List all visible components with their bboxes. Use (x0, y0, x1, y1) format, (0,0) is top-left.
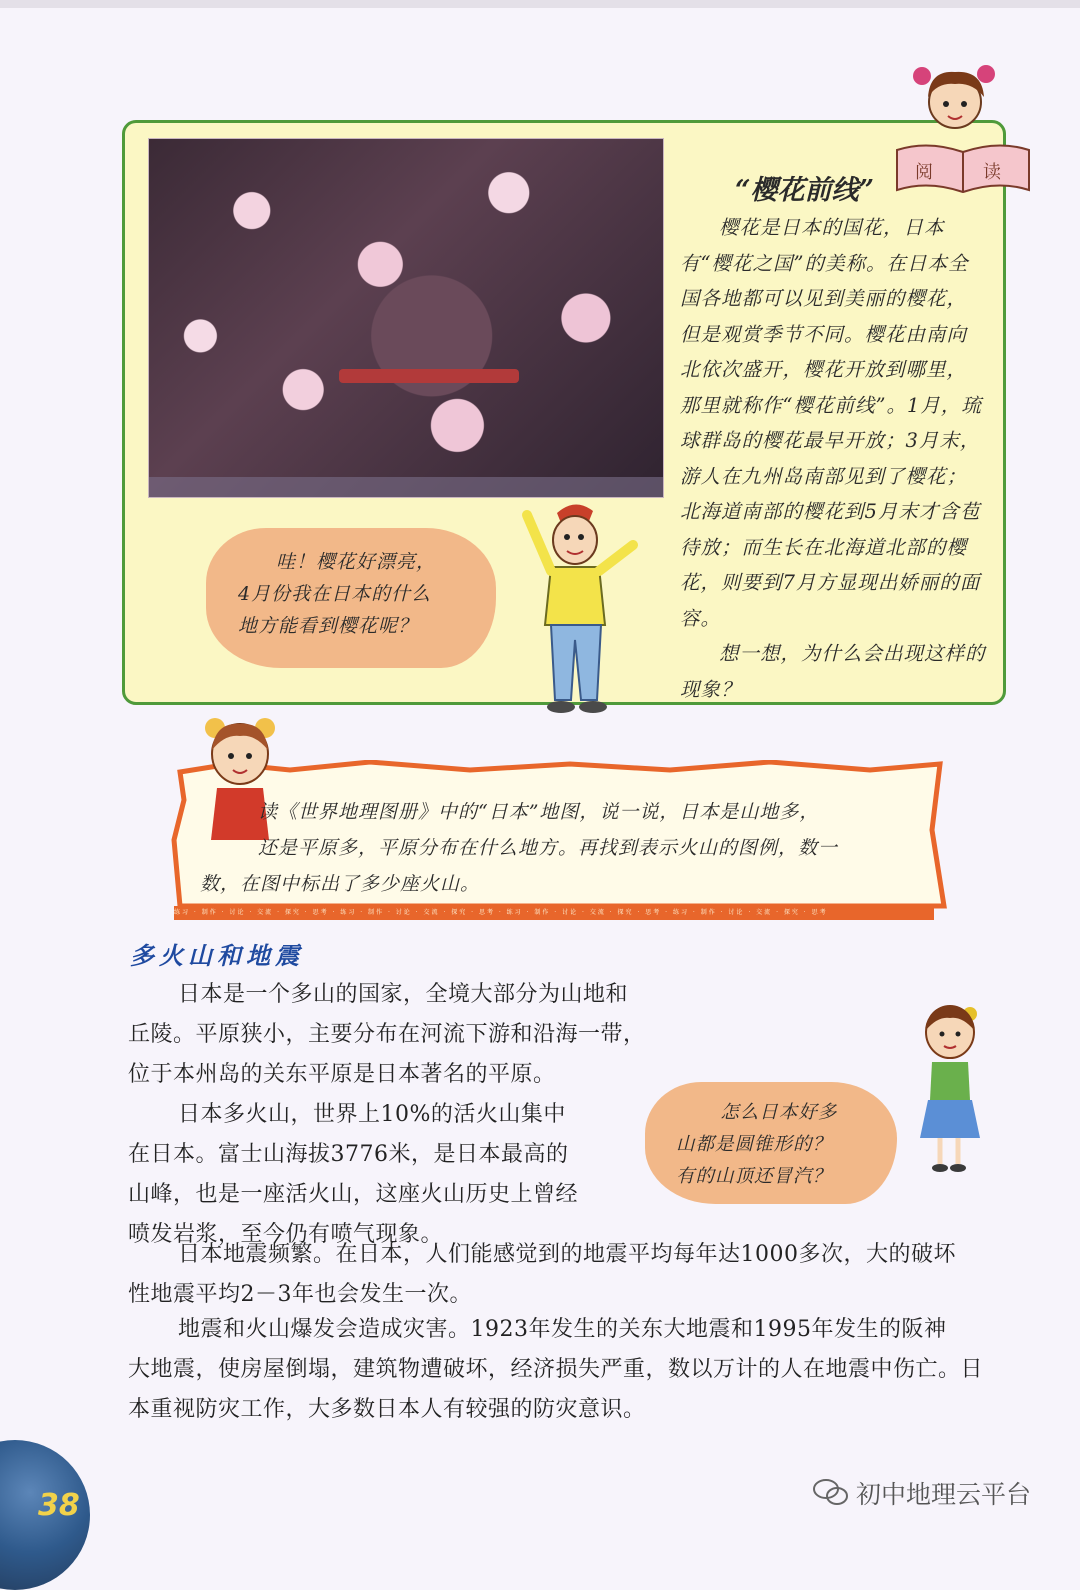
page-number: 38 (38, 1488, 80, 1523)
activity-text: 读《世界地理图册》中的“日本”地图，说一说，日本是山地多， 还是平原多，平原分布在什么地方。再找到表示火山的图例，数一 数，在图中标出了多少座火山。 (200, 801, 839, 895)
reading-body (680, 210, 986, 707)
watermark-text: 初中地理云平台 (856, 1480, 1032, 1509)
reading-question: 想一想，为什么会出现这样的现象？ (680, 642, 986, 701)
cherry-blossom-photo (148, 138, 664, 498)
water-in-photo (149, 477, 663, 497)
section-paragraph-4: 地震和火山爆发会造成灾害。1923年发生的关东大地震和1995年发生的阪神 大地震，使房屋倒塌，建筑物遭破坏，经济损失严重，数以万计的人在地震中伤亡。日 本重视防灾工作，大多数日本人有较强的防灾意识。 (128, 1317, 984, 1422)
reading-paragraph: 樱花是日本的国花，日本有“樱花之国”的美称。在日本全国各地都可以见到美丽的樱花，但是观赏季节不同。樱花由南向北依次盛开，樱花开放到哪里，那里就称作“樱花前线”。1月，琉球群岛的樱花最早开放；3月末，游人在九州岛南部见到了樱花；北海道南部的樱花到5月末才含苞待放；而生长在北海道北部的樱花，则要到7月方显现出娇丽的面容。 (680, 216, 982, 630)
svg-text:读: 读 (983, 162, 1001, 183)
speech-bubble-mountains-text: 怎么日本好多 山都是圆锥形的？ 有的山顶还冒汽？ (676, 1102, 838, 1187)
boy-illustration (515, 495, 650, 720)
boat-in-photo (339, 369, 519, 383)
question-girl-illustration (912, 1000, 987, 1175)
section-paragraph-2: 日本多火山，世界上10%的活火山集中 在日本。富士山海拔3776米，是日本最高的 山峰，也是一座活火山，这座火山历史上曾经 喷发岩浆，至今仍有喷气现象。 (128, 1102, 579, 1247)
reading-badge-book-icon (893, 140, 1033, 194)
activity-strip: 练习 · 制作 · 讨论 · 交流 · 探究 · 思考 · 练习 · 制作 · 讨论 · 交流 · 探究 · 思考 · 练习 · 制作 · 讨论 · 交流 · 探究 · 思考 · 练习 · 制作 · 讨论 · 交流 · 探究 · 思考 (174, 906, 934, 920)
reading-badge-label: 阅 (915, 162, 933, 183)
section-paragraph-3: 日本地震频繁。在日本，人们能感觉到的地震平均每年达1000多次，大的破坏 性地震平均2－3年也会发生一次。 (128, 1242, 956, 1307)
section-paragraph-1: 日本是一个多山的国家，全境大部分为山地和 丘陵。平原狭小，主要分布在河流下游和沿海一带， 位于本州岛的关东平原是日本著名的平原。 (128, 982, 646, 1087)
reading-title: “樱花前线” (735, 175, 875, 206)
section-title: 多火山和地震 (130, 941, 304, 970)
wechat-icon (812, 1477, 850, 1507)
page-top-edge (0, 0, 1080, 8)
speech-bubble-cherry-text: 哇！樱花好漂亮， 4月份我在日本的什么 地方能看到樱花呢？ (238, 551, 437, 637)
